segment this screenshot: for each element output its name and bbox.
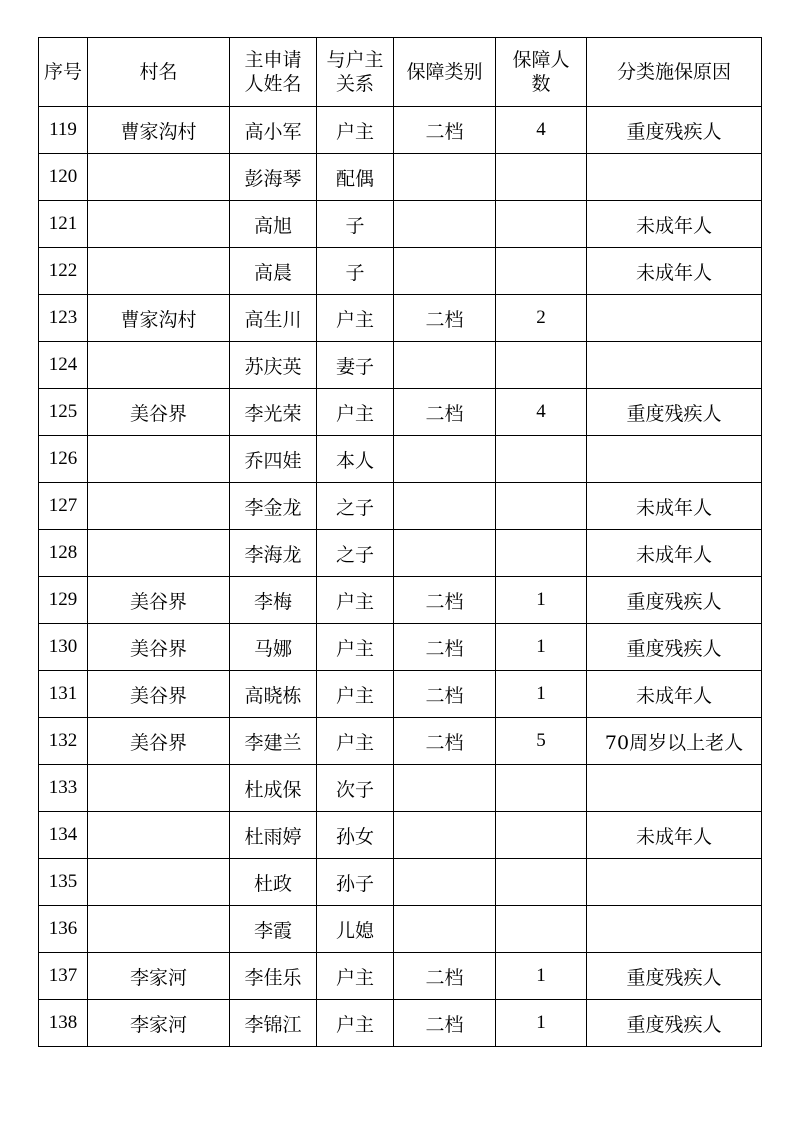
cell-category: 二档 xyxy=(394,577,496,624)
cell-applicant-name: 苏庆英 xyxy=(230,342,317,389)
cell-seq: 120 xyxy=(39,154,88,201)
cell-seq: 130 xyxy=(39,624,88,671)
cell-reason: 70周岁以上老人 xyxy=(587,718,762,765)
cell-village: 曹家沟村 xyxy=(88,107,230,154)
cell-category: 二档 xyxy=(394,671,496,718)
cell-relation: 孙子 xyxy=(317,859,394,906)
cell-count: 1 xyxy=(496,577,587,624)
header-reason: 分类施保原因 xyxy=(587,38,762,107)
table-row xyxy=(39,906,762,953)
cell-applicant-name: 彭海琴 xyxy=(230,154,317,201)
cell-count: 1 xyxy=(496,953,587,1000)
cell-relation: 妻子 xyxy=(317,342,394,389)
table-row xyxy=(39,389,762,436)
cell-reason xyxy=(587,436,762,483)
header-relation: 与户主 关系 xyxy=(317,38,394,107)
cell-count xyxy=(496,530,587,577)
cell-applicant-name: 李建兰 xyxy=(230,718,317,765)
cell-relation: 配偶 xyxy=(317,154,394,201)
cell-reason: 未成年人 xyxy=(587,483,762,530)
table-row xyxy=(39,530,762,577)
table-row xyxy=(39,577,762,624)
table-row xyxy=(39,483,762,530)
cell-relation: 户主 xyxy=(317,718,394,765)
header-applicant-name: 主申请 人姓名 xyxy=(230,38,317,107)
cell-count xyxy=(496,483,587,530)
cell-seq: 131 xyxy=(39,671,88,718)
cell-category: 二档 xyxy=(394,107,496,154)
cell-reason: 重度残疾人 xyxy=(587,577,762,624)
cell-seq: 127 xyxy=(39,483,88,530)
cell-count xyxy=(496,812,587,859)
cell-category xyxy=(394,201,496,248)
table-row xyxy=(39,295,762,342)
cell-reason: 未成年人 xyxy=(587,671,762,718)
header-category: 保障类别 xyxy=(394,38,496,107)
table-row xyxy=(39,624,762,671)
cell-seq: 137 xyxy=(39,953,88,1000)
cell-count xyxy=(496,342,587,389)
cell-relation: 次子 xyxy=(317,765,394,812)
cell-reason: 重度残疾人 xyxy=(587,953,762,1000)
cell-category xyxy=(394,436,496,483)
cell-seq: 124 xyxy=(39,342,88,389)
cell-relation: 之子 xyxy=(317,483,394,530)
cell-relation: 儿媳 xyxy=(317,906,394,953)
cell-category: 二档 xyxy=(394,718,496,765)
cell-applicant-name: 高生川 xyxy=(230,295,317,342)
cell-reason xyxy=(587,906,762,953)
cell-relation: 户主 xyxy=(317,389,394,436)
cell-applicant-name: 李霞 xyxy=(230,906,317,953)
cell-village: 美谷界 xyxy=(88,624,230,671)
cell-category: 二档 xyxy=(394,295,496,342)
cell-category: 二档 xyxy=(394,389,496,436)
cell-count xyxy=(496,248,587,295)
cell-relation: 户主 xyxy=(317,577,394,624)
cell-reason: 未成年人 xyxy=(587,201,762,248)
table-row xyxy=(39,671,762,718)
cell-category xyxy=(394,765,496,812)
cell-seq: 123 xyxy=(39,295,88,342)
cell-reason: 未成年人 xyxy=(587,248,762,295)
cell-seq: 129 xyxy=(39,577,88,624)
cell-applicant-name: 李梅 xyxy=(230,577,317,624)
cell-seq: 125 xyxy=(39,389,88,436)
cell-count: 1 xyxy=(496,624,587,671)
table-row xyxy=(39,953,762,1000)
cell-applicant-name: 高旭 xyxy=(230,201,317,248)
cell-seq: 128 xyxy=(39,530,88,577)
table-row xyxy=(39,765,762,812)
cell-category xyxy=(394,812,496,859)
cell-village xyxy=(88,248,230,295)
table-row xyxy=(39,342,762,389)
cell-applicant-name: 马娜 xyxy=(230,624,317,671)
table-row xyxy=(39,718,762,765)
table-row xyxy=(39,154,762,201)
cell-count: 5 xyxy=(496,718,587,765)
cell-count: 2 xyxy=(496,295,587,342)
table-row xyxy=(39,248,762,295)
cell-category xyxy=(394,248,496,295)
cell-relation: 本人 xyxy=(317,436,394,483)
cell-village: 美谷界 xyxy=(88,389,230,436)
cell-seq: 135 xyxy=(39,859,88,906)
cell-seq: 119 xyxy=(39,107,88,154)
cell-category: 二档 xyxy=(394,624,496,671)
table-row xyxy=(39,201,762,248)
cell-village xyxy=(88,859,230,906)
header-village: 村名 xyxy=(88,38,230,107)
roster-body xyxy=(39,107,762,1047)
cell-reason: 未成年人 xyxy=(587,530,762,577)
cell-category: 二档 xyxy=(394,1000,496,1047)
cell-relation: 之子 xyxy=(317,530,394,577)
header-row xyxy=(39,38,762,107)
cell-village xyxy=(88,154,230,201)
cell-category xyxy=(394,530,496,577)
cell-applicant-name: 高晨 xyxy=(230,248,317,295)
cell-village xyxy=(88,342,230,389)
cell-village xyxy=(88,436,230,483)
table-row xyxy=(39,107,762,154)
cell-reason: 重度残疾人 xyxy=(587,107,762,154)
cell-relation: 孙女 xyxy=(317,812,394,859)
cell-seq: 126 xyxy=(39,436,88,483)
cell-category xyxy=(394,906,496,953)
cell-village xyxy=(88,906,230,953)
cell-reason: 未成年人 xyxy=(587,812,762,859)
assistance-roster-table xyxy=(38,37,762,1047)
cell-seq: 121 xyxy=(39,201,88,248)
cell-reason: 重度残疾人 xyxy=(587,1000,762,1047)
table-row xyxy=(39,436,762,483)
cell-count xyxy=(496,154,587,201)
table-row xyxy=(39,859,762,906)
cell-applicant-name: 李佳乐 xyxy=(230,953,317,1000)
cell-applicant-name: 李光荣 xyxy=(230,389,317,436)
cell-reason xyxy=(587,295,762,342)
cell-applicant-name: 乔四娃 xyxy=(230,436,317,483)
cell-category xyxy=(394,483,496,530)
cell-category xyxy=(394,154,496,201)
cell-count xyxy=(496,906,587,953)
cell-reason: 重度残疾人 xyxy=(587,389,762,436)
cell-count: 4 xyxy=(496,107,587,154)
cell-count xyxy=(496,201,587,248)
cell-village: 美谷界 xyxy=(88,671,230,718)
cell-count: 4 xyxy=(496,389,587,436)
cell-village: 李家河 xyxy=(88,953,230,1000)
cell-count xyxy=(496,859,587,906)
cell-reason xyxy=(587,154,762,201)
cell-reason xyxy=(587,342,762,389)
cell-relation: 子 xyxy=(317,201,394,248)
table-row xyxy=(39,812,762,859)
cell-relation: 户主 xyxy=(317,1000,394,1047)
cell-village: 曹家沟村 xyxy=(88,295,230,342)
cell-village xyxy=(88,483,230,530)
cell-applicant-name: 李锦江 xyxy=(230,1000,317,1047)
cell-reason: 重度残疾人 xyxy=(587,624,762,671)
cell-seq: 134 xyxy=(39,812,88,859)
cell-village: 美谷界 xyxy=(88,718,230,765)
cell-category xyxy=(394,859,496,906)
header-count: 保障人 数 xyxy=(496,38,587,107)
cell-seq: 133 xyxy=(39,765,88,812)
cell-village: 美谷界 xyxy=(88,577,230,624)
cell-applicant-name: 李金龙 xyxy=(230,483,317,530)
cell-applicant-name: 杜雨婷 xyxy=(230,812,317,859)
cell-seq: 136 xyxy=(39,906,88,953)
cell-applicant-name: 杜成保 xyxy=(230,765,317,812)
cell-relation: 户主 xyxy=(317,671,394,718)
cell-category xyxy=(394,342,496,389)
cell-applicant-name: 高小军 xyxy=(230,107,317,154)
cell-count: 1 xyxy=(496,671,587,718)
cell-relation: 户主 xyxy=(317,295,394,342)
cell-village xyxy=(88,765,230,812)
table-row xyxy=(39,1000,762,1047)
cell-count xyxy=(496,436,587,483)
cell-village xyxy=(88,530,230,577)
cell-seq: 138 xyxy=(39,1000,88,1047)
cell-village xyxy=(88,201,230,248)
cell-relation: 子 xyxy=(317,248,394,295)
cell-applicant-name: 李海龙 xyxy=(230,530,317,577)
cell-count xyxy=(496,765,587,812)
cell-applicant-name: 高晓栋 xyxy=(230,671,317,718)
cell-relation: 户主 xyxy=(317,107,394,154)
cell-seq: 122 xyxy=(39,248,88,295)
cell-relation: 户主 xyxy=(317,624,394,671)
cell-category: 二档 xyxy=(394,953,496,1000)
cell-village xyxy=(88,812,230,859)
cell-reason xyxy=(587,765,762,812)
header-seq: 序号 xyxy=(39,38,88,107)
cell-reason xyxy=(587,859,762,906)
cell-village: 李家河 xyxy=(88,1000,230,1047)
cell-count: 1 xyxy=(496,1000,587,1047)
cell-relation: 户主 xyxy=(317,953,394,1000)
cell-applicant-name: 杜政 xyxy=(230,859,317,906)
cell-seq: 132 xyxy=(39,718,88,765)
